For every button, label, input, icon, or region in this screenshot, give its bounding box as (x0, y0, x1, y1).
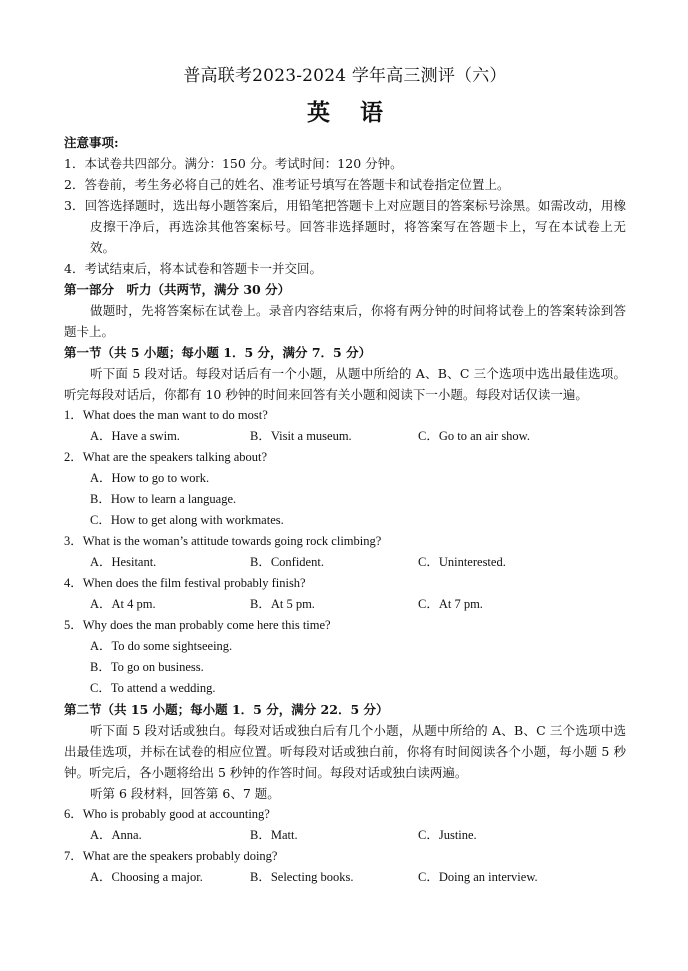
question-2: 2．What are the speakers talking about? (64, 450, 268, 464)
section2-intro: 听下面 5 段对话或独白。每段对话或独白后有几个小题，从题中所给的 A、B、C 三个选项中选出最佳选项，并标在试卷的相应位置。听每段对话或独白前，你将有时间阅读各个小题，每小题 5 秒钟。听完后，各小题将给出 5 秒钟的作答时间。每段对话或独白读两遍。 (64, 723, 626, 780)
exam-title: 普高联考2023-2024 学年高三测评（六） (183, 66, 507, 86)
exam-page (64, 62, 626, 888)
question-7-options (64, 867, 626, 888)
q2-option-a[interactable]: A．How to go to work. (90, 471, 210, 485)
section2-heading: 第二节（共 15 小题；每小题 1．5 分，满分 22．5 分） (64, 702, 389, 717)
part1-intro: 做题时，先将答案标在试卷上。录音内容结束后，你将有两分钟的时间将试卷上的答案转涂到答题卡上。 (64, 303, 626, 339)
q6-option-c[interactable]: C．Justine. (418, 828, 477, 842)
q3-option-c[interactable]: C．Uninterested. (418, 555, 506, 569)
q7-option-c[interactable]: C．Doing an interview. (418, 870, 538, 884)
q1-option-c[interactable]: C．Go to an air show. (418, 429, 531, 443)
q5-option-c[interactable]: C．To attend a wedding. (90, 681, 216, 695)
q2-option-b[interactable]: B．How to learn a language. (90, 492, 237, 506)
question-6: 6．Who is probably good at accounting? (64, 807, 270, 821)
question-1-options (64, 426, 626, 447)
section2-material: 听第 6 段材料，回答第 6、7 题。 (90, 786, 280, 801)
q6-option-a[interactable]: A．Anna. (90, 828, 142, 842)
section1-intro: 听下面 5 段对话。每段对话后有一个小题，从题中所给的 A、B、C 三个选项中选出最佳选项。听完每段对话后，你都有 10 秒钟的时间来回答有关小题和阅读下一小题。每段对话仅读一遍。 (64, 366, 626, 402)
q2-option-c[interactable]: C．How to get along with workmates. (90, 513, 284, 527)
notice-item-3: 3．回答选择题时，选出每小题答案后，用铅笔把答题卡上对应题目的答案标号涂黑。如需改动，用橡皮擦干净后，再选涂其他答案标号。回答非选择题时，将答案写在答题卡上，写在本试卷上无效。 (64, 198, 626, 255)
question-3: 3．What is the woman’s attitude towards going rock climbing? (64, 534, 382, 548)
q4-option-a[interactable]: A．At 4 pm. (90, 597, 156, 611)
notice-section (64, 132, 626, 888)
question-4: 4．When does the film festival probably finish? (64, 576, 306, 590)
q6-option-b[interactable]: B．Matt. (250, 828, 298, 842)
q3-option-a[interactable]: A．Hesitant. (90, 555, 157, 569)
q7-option-b[interactable]: B．Selecting books. (250, 870, 354, 884)
q5-option-a[interactable]: A．To do some sightseeing. (90, 639, 233, 653)
question-6-options (64, 825, 626, 846)
part1-heading: 第一部分 听力（共两节，满分 30 分） (64, 282, 291, 297)
question-1: 1．What does the man want to do most? (64, 408, 268, 422)
question-4-options (64, 594, 626, 615)
q5-option-b[interactable]: B．To go on business. (90, 660, 204, 674)
question-3-options (64, 552, 626, 573)
section1-heading: 第一节（共 5 小题；每小题 1．5 分，满分 7．5 分） (64, 345, 372, 360)
notice-item-4: 4．考试结束后，将本试卷和答题卡一并交回。 (64, 261, 322, 276)
q1-option-a[interactable]: A．Have a swim. (90, 429, 180, 443)
notice-item-2: 2．答卷前，考生务必将自己的姓名、准考证号填写在答题卡和试卷指定位置上。 (64, 177, 510, 192)
notice-item-1: 1．本试卷共四部分。满分：150 分。考试时间：120 分钟。 (64, 156, 403, 171)
question-7: 7．What are the speakers probably doing? (64, 849, 278, 863)
q4-option-b[interactable]: B．At 5 pm. (250, 597, 315, 611)
question-5: 5．Why does the man probably come here this time? (64, 618, 331, 632)
q7-option-a[interactable]: A．Choosing a major. (90, 870, 203, 884)
q4-option-c[interactable]: C．At 7 pm. (418, 597, 483, 611)
subject-title: 英语 (307, 99, 413, 126)
q1-option-b[interactable]: B．Visit a museum. (250, 429, 352, 443)
q3-option-b[interactable]: B．Confident. (250, 555, 324, 569)
notice-heading: 注意事项: (64, 135, 119, 150)
